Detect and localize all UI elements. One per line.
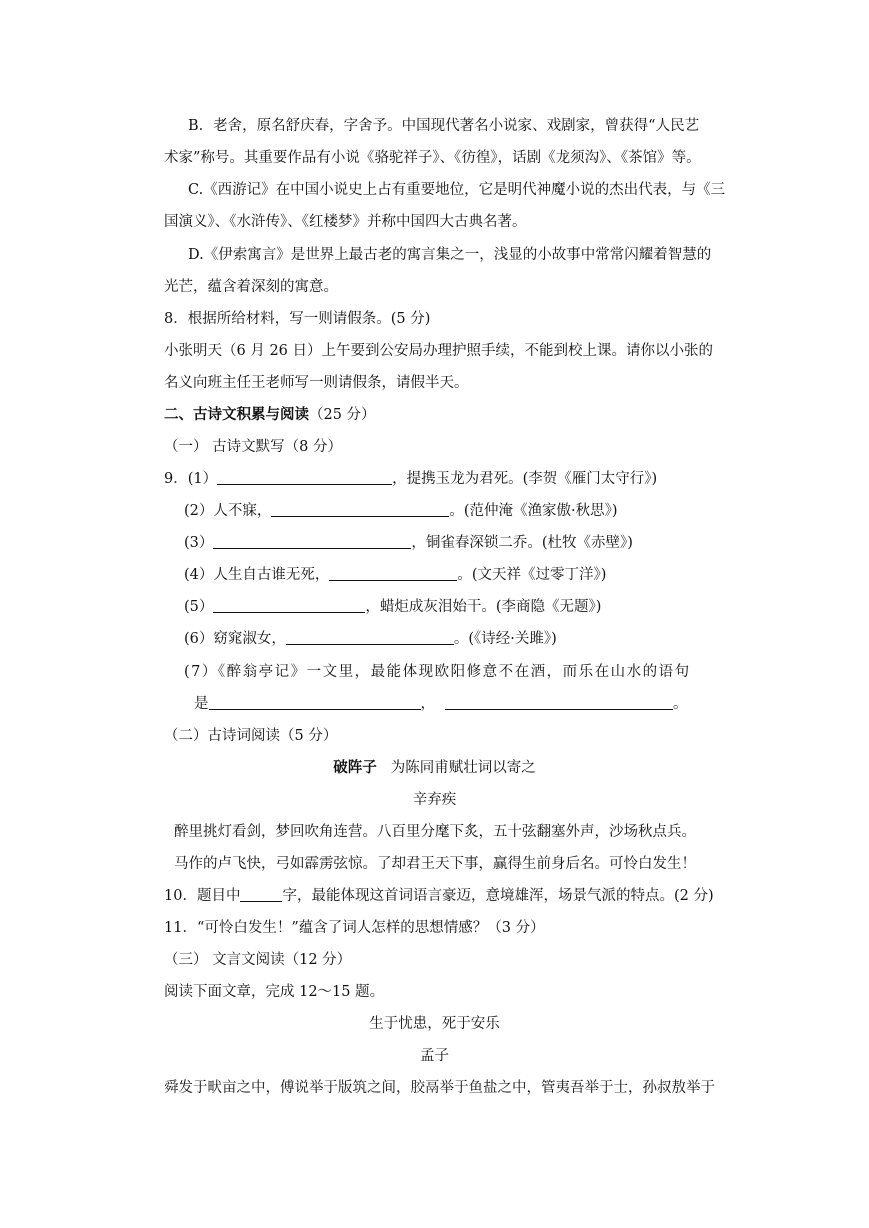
section2-title: 二、古诗文积累与阅读 xyxy=(164,406,309,423)
q7-option-b-line2: 术家”称号。其重要作品有小说《骆驼祥子》、《彷徨》，话剧《龙须沟》、《茶馆》等。 xyxy=(164,150,701,166)
q7-option-d-line1: D.《伊索寓言》是世界上最古老的寓言集之一，浅显的小故事中常常闪耀着智慧的 xyxy=(188,247,712,263)
q9-item2-text: 。(范仲淹《渔家傲·秋思》) xyxy=(449,503,618,519)
q11: 11．“可怜白发生！”蕴含了词人怎样的思想情感？（3 分） xyxy=(164,920,545,936)
q9-item3-blank[interactable] xyxy=(213,534,411,549)
q9-item7-blank1[interactable] xyxy=(209,695,421,710)
q9-item5 xyxy=(184,597,601,617)
q9-item1 xyxy=(164,469,657,489)
q9-item7-line1: (7）《醉翁亭记》一文里，最能体现欧阳修意不在酒，而乐在山水的语句 xyxy=(184,664,691,680)
section2-score: （25 分） xyxy=(309,407,376,423)
q7-option-d-line2: 光芒，蕴含着深刻的寓意。 xyxy=(164,279,338,295)
part1-title: （一） 古诗文默写（8 分） xyxy=(164,439,342,455)
reading-instruction: 阅读下面文章，完成 12～15 题。 xyxy=(164,984,385,1000)
q10 xyxy=(164,886,714,906)
part3-title: （三） 文言文阅读（12 分） xyxy=(164,952,352,968)
q9-item4-prefix: (4）人生自古谁无死， xyxy=(184,567,330,583)
q8-material-line1: 小张明天（6 月 26 日）上午要到公安局办理护照手续，不能到校上课。请你以小张的 xyxy=(164,343,714,359)
q7-option-b-line1: B．老舍，原名舒庆春，字舍予。中国现代著名小说家、戏剧家，曾获得“人民艺 xyxy=(188,118,700,134)
poem-author: 辛弃疾 xyxy=(412,792,457,808)
reading-author: 孟子 xyxy=(420,1048,449,1064)
q9-item2-prefix: (2）人不寐， xyxy=(184,503,272,519)
poem-subtitle: 为陈同甫赋壮词以寄之 xyxy=(390,760,536,776)
q9-item5-prefix: (5） xyxy=(184,599,214,615)
reading-line1: 舜发于畎亩之中，傅说举于版筑之间，胶鬲举于鱼盐之中，管夷吾举于士，孙叔敖举于 xyxy=(164,1080,715,1096)
q9-item7-line2 xyxy=(194,694,688,714)
q7-option-c-line1: C.《西游记》在中国小说史上占有重要地位，它是明代神魔小说的杰出代表，与《三 xyxy=(188,182,726,198)
q9-item6-prefix: (6）窈窕淑女， xyxy=(184,631,286,647)
part2-title: （二）古诗词阅读（5 分） xyxy=(164,728,338,744)
q9-item5-text: ，蜡炬成灰泪始干。(李商隐《无题》) xyxy=(365,599,602,615)
q10-prefix: 10．题目中 xyxy=(164,888,241,904)
q9-item6-text: 。(《诗经·关雎》) xyxy=(453,631,557,647)
reading-title: 生于忧患，死于安乐 xyxy=(369,1016,500,1032)
poem-heading xyxy=(0,758,869,778)
q9-item2-blank[interactable] xyxy=(271,502,449,517)
q9-item1-text: ，提携玉龙为君死。(李贺《雁门太守行》) xyxy=(392,471,658,487)
poem-line1: 醉里挑灯看剑，梦回吹角连营。八百里分麾下炙，五十弦翻塞外声，沙场秋点兵。 xyxy=(174,824,696,840)
q7-option-c-line2: 国演义》、《水浒传》、《红楼梦》并称中国四大古典名著。 xyxy=(164,214,527,230)
q9-item6-blank[interactable] xyxy=(286,630,454,645)
q9-item3-text: ，铜雀春深锁二乔。(杜牧《赤壁》) xyxy=(411,535,633,551)
q8-title: 8．根据所给材料，写一则请假条。(5 分) xyxy=(164,311,431,327)
q9-item7-end: 。 xyxy=(673,696,688,712)
q8-material-line2: 名义向班主任王老师写一则请假条，请假半天。 xyxy=(164,375,469,391)
q9-item6 xyxy=(184,629,557,649)
poem-title: 破阵子 xyxy=(333,759,377,776)
q9-item5-blank[interactable] xyxy=(213,598,365,613)
poem-line2: 马作的卢飞快，弓如霹雳弦惊。了却君王天下事，赢得生前身后名。可怜白发生！ xyxy=(174,856,696,872)
q9-item3-prefix: (3） xyxy=(184,535,214,551)
q9-item7-blank2[interactable] xyxy=(445,695,673,710)
q10-blank[interactable] xyxy=(240,887,282,902)
section2-heading xyxy=(164,405,376,425)
q9-item7-comma: ， xyxy=(420,696,435,712)
q9-item3 xyxy=(184,533,633,553)
q9-item4-blank[interactable] xyxy=(329,566,457,581)
q9-item2 xyxy=(184,501,618,521)
q9-item1-blank[interactable] xyxy=(217,470,392,485)
q9-item4 xyxy=(184,565,606,585)
q9-item7-prefix: 是 xyxy=(194,696,209,712)
q10-text: 字，最能体现这首词语言豪迈，意境雄浑，场景气派的特点。(2 分) xyxy=(282,888,714,904)
q9-item4-text: 。(文天祥《过零丁洋》) xyxy=(457,567,607,583)
q9-number: 9．(1） xyxy=(164,471,218,487)
